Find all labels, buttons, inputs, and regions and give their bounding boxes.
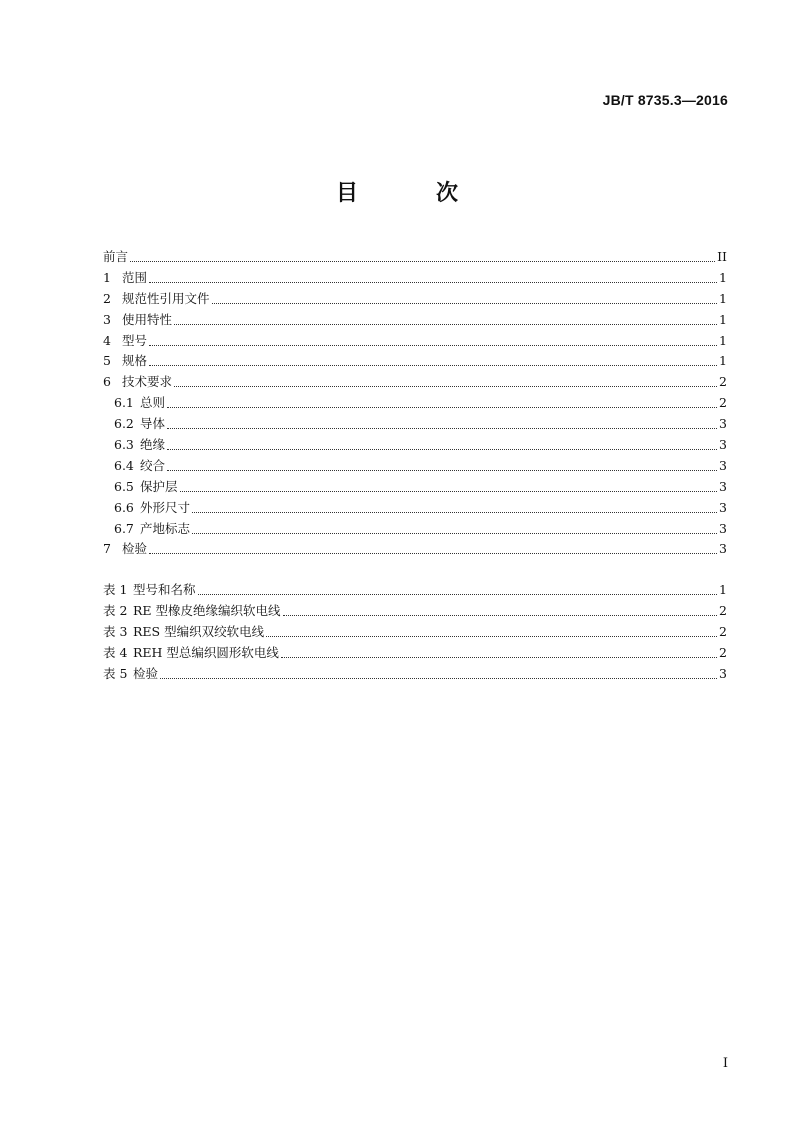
entry-title: 总则 bbox=[140, 395, 166, 411]
entry-title: 范围 bbox=[122, 269, 148, 285]
entry-page-number: 3 bbox=[719, 457, 727, 473]
entry-title: 型号和名称 bbox=[133, 582, 196, 597]
table-list-entry[interactable] bbox=[103, 580, 727, 601]
dot-leader bbox=[192, 533, 717, 534]
dot-leader bbox=[167, 449, 717, 450]
dot-leader bbox=[174, 386, 717, 387]
table-list-entry[interactable] bbox=[103, 643, 727, 664]
page-title: 目 次 bbox=[335, 181, 486, 206]
dot-leader bbox=[149, 553, 717, 554]
dot-leader bbox=[266, 636, 717, 637]
entry-title: 导体 bbox=[140, 416, 166, 432]
entry-title: 检验 bbox=[133, 665, 159, 681]
entry-page-number: 2 bbox=[719, 374, 727, 390]
entry-title: 规格 bbox=[122, 353, 148, 369]
entry-number: 表 1 bbox=[103, 582, 128, 597]
table-list-entry[interactable] bbox=[103, 601, 727, 622]
entry-page-number: 3 bbox=[719, 499, 727, 515]
dot-leader bbox=[198, 594, 717, 595]
toc-entry[interactable] bbox=[103, 351, 727, 372]
entry-title: 检验 bbox=[122, 541, 148, 557]
entry-page-number: 2 bbox=[719, 623, 727, 639]
dot-leader bbox=[160, 678, 717, 679]
entry-number: 6.2 bbox=[114, 416, 134, 432]
entry-title: 前言 bbox=[103, 249, 129, 264]
entry-title: 绝缘 bbox=[140, 437, 166, 453]
dot-leader bbox=[167, 470, 717, 471]
toc-entry[interactable] bbox=[103, 268, 727, 289]
entry-page-number: 3 bbox=[719, 416, 727, 432]
entry-number: 6.5 bbox=[114, 478, 134, 494]
entry-page-number: 2 bbox=[719, 602, 727, 618]
table-list-entry[interactable] bbox=[103, 664, 727, 685]
entry-number: 5 bbox=[103, 353, 111, 369]
entry-number: 7 bbox=[103, 541, 111, 557]
entry-number: 表 2 bbox=[103, 602, 128, 618]
toc-entry[interactable] bbox=[103, 393, 727, 414]
entry-title: 规范性引用文件 bbox=[122, 290, 210, 306]
entry-number: 6.6 bbox=[114, 499, 134, 515]
toc-entry[interactable] bbox=[103, 456, 727, 477]
dot-leader bbox=[167, 407, 717, 408]
entry-page-number: II bbox=[717, 249, 727, 264]
entry-title: 保护层 bbox=[140, 478, 178, 494]
entry-page-number: 1 bbox=[719, 332, 727, 348]
standard-number: JB/T 8735.3—2016 bbox=[602, 92, 728, 108]
dot-leader bbox=[130, 261, 715, 262]
entry-page-number: 3 bbox=[719, 478, 727, 494]
list-of-tables bbox=[103, 580, 727, 684]
dot-leader bbox=[149, 365, 717, 366]
toc-entry[interactable] bbox=[103, 435, 727, 456]
dot-leader bbox=[149, 282, 717, 283]
toc-entry[interactable] bbox=[103, 539, 727, 560]
dot-leader bbox=[167, 428, 717, 429]
toc-entry[interactable] bbox=[103, 331, 727, 352]
table-list-entry[interactable] bbox=[103, 622, 727, 643]
dot-leader bbox=[192, 512, 717, 513]
entry-page-number: 1 bbox=[719, 311, 727, 327]
entry-title: 绞合 bbox=[140, 457, 166, 473]
toc-entry[interactable] bbox=[103, 372, 727, 393]
entry-number: 表 5 bbox=[103, 665, 128, 681]
table-of-contents bbox=[103, 247, 727, 560]
entry-number: 1 bbox=[103, 269, 111, 285]
entry-number: 6 bbox=[103, 374, 111, 390]
entry-page-number: 3 bbox=[719, 437, 727, 453]
entry-page-number: 3 bbox=[719, 665, 727, 681]
entry-number: 4 bbox=[103, 332, 111, 348]
dot-leader bbox=[149, 345, 717, 346]
entry-page-number: 2 bbox=[719, 644, 727, 660]
entry-title: 技术要求 bbox=[122, 374, 173, 390]
entry-page-number: 1 bbox=[719, 269, 727, 285]
toc-entry[interactable] bbox=[103, 477, 727, 498]
dot-leader bbox=[281, 657, 717, 658]
entry-title: RES 型编织双绞软电线 bbox=[133, 623, 265, 639]
toc-entry[interactable] bbox=[103, 310, 727, 331]
page-number: I bbox=[722, 1056, 728, 1071]
dot-leader bbox=[174, 324, 717, 325]
toc-entry[interactable] bbox=[103, 414, 727, 435]
entry-page-number: 1 bbox=[719, 353, 727, 369]
entry-page-number: 1 bbox=[719, 290, 727, 306]
dot-leader bbox=[283, 615, 717, 616]
entry-number: 表 4 bbox=[103, 644, 128, 660]
toc-entry[interactable] bbox=[103, 289, 727, 310]
toc-entry[interactable] bbox=[103, 519, 727, 540]
entry-title: 型号 bbox=[122, 332, 148, 348]
toc-entry[interactable] bbox=[103, 498, 727, 519]
entry-page-number: 1 bbox=[719, 582, 727, 597]
entry-page-number: 3 bbox=[719, 520, 727, 536]
entry-title: 外形尺寸 bbox=[140, 499, 191, 515]
entry-number: 6.1 bbox=[114, 395, 134, 411]
entry-number: 6.7 bbox=[114, 520, 134, 536]
entry-number: 6.4 bbox=[114, 457, 134, 473]
entry-title: 产地标志 bbox=[140, 520, 191, 536]
entry-title: RE 型橡皮绝缘编织软电线 bbox=[133, 602, 281, 618]
entry-page-number: 2 bbox=[719, 395, 727, 411]
entry-number: 6.3 bbox=[114, 437, 134, 453]
entry-number: 2 bbox=[103, 290, 111, 306]
dot-leader bbox=[180, 491, 717, 492]
entry-title: 使用特性 bbox=[122, 311, 173, 327]
dot-leader bbox=[212, 303, 717, 304]
entry-number: 表 3 bbox=[103, 623, 128, 639]
entry-number: 3 bbox=[103, 311, 111, 327]
entry-title: REH 型总编织圆形软电线 bbox=[133, 644, 279, 660]
entry-page-number: 3 bbox=[719, 541, 727, 557]
toc-entry[interactable] bbox=[103, 247, 727, 268]
